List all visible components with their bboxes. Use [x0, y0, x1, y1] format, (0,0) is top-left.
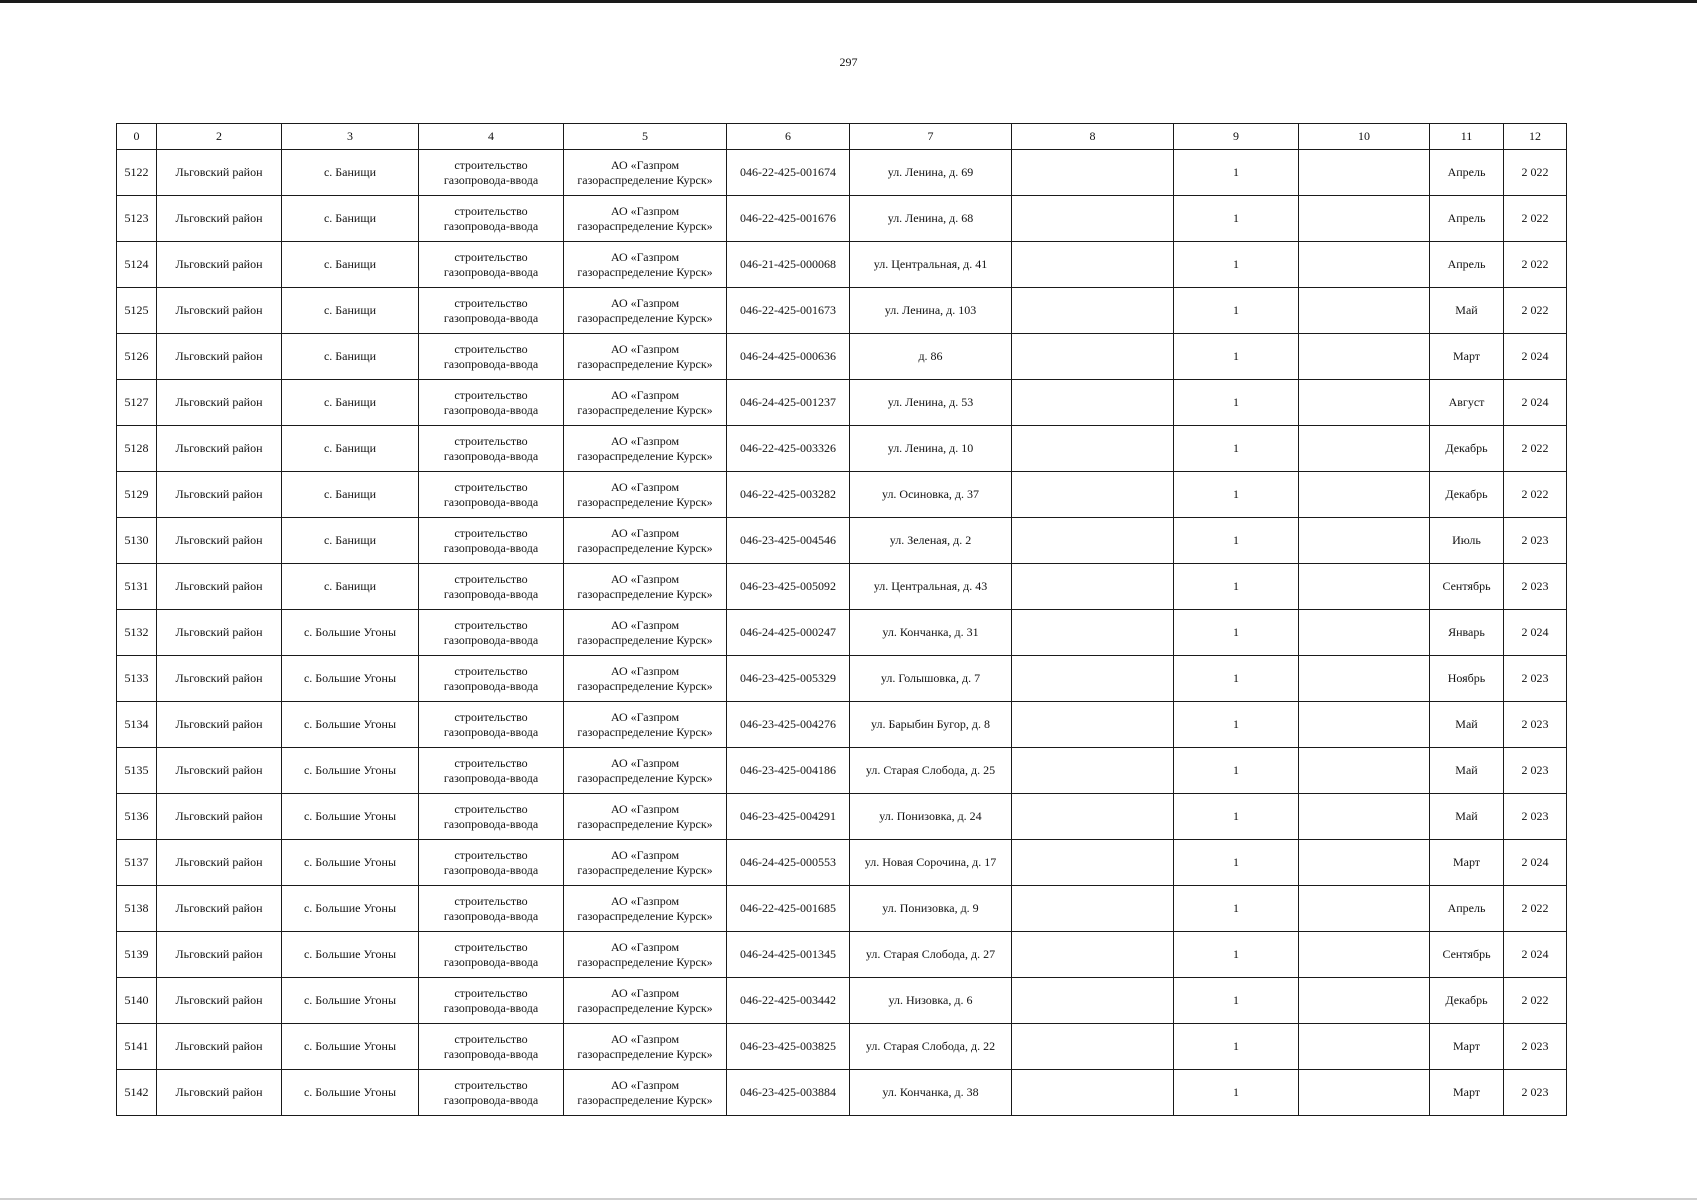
- year-cell: 2 024: [1504, 334, 1567, 380]
- object-code-cell: 046-23-425-004291: [727, 794, 850, 840]
- table-row: [117, 610, 1567, 656]
- column-10-cell: [1299, 472, 1430, 518]
- month-cell: Сентябрь: [1430, 564, 1504, 610]
- object-code-cell: 046-24-425-000636: [727, 334, 850, 380]
- year-cell: 2 023: [1504, 564, 1567, 610]
- table-row: [117, 150, 1567, 196]
- column-10-cell: [1299, 1070, 1430, 1116]
- page-number: 297: [839, 55, 858, 69]
- row-number-cell: 5133: [117, 656, 157, 702]
- object-code-cell: 046-22-425-003442: [727, 978, 850, 1024]
- district-cell: Льговский район: [157, 794, 282, 840]
- address-cell: ул. Ленина, д. 53: [850, 380, 1012, 426]
- column-8-cell: [1012, 150, 1174, 196]
- object-code-cell: 046-22-425-001673: [727, 288, 850, 334]
- organization-cell: АО «Газпром газораспределение Курск»: [564, 242, 727, 288]
- work-type-cell: строительство газопровода-ввода: [419, 748, 564, 794]
- settlement-cell: с. Банищи: [282, 518, 419, 564]
- count-cell: 1: [1174, 1070, 1299, 1116]
- organization-cell: АО «Газпром газораспределение Курск»: [564, 518, 727, 564]
- object-code-cell: 046-22-425-001685: [727, 886, 850, 932]
- settlement-cell: с. Большие Угоны: [282, 610, 419, 656]
- table-row: [117, 242, 1567, 288]
- column-8-cell: [1012, 564, 1174, 610]
- row-number-cell: 5137: [117, 840, 157, 886]
- organization-cell: АО «Газпром газораспределение Курск»: [564, 932, 727, 978]
- organization-cell: АО «Газпром газораспределение Курск»: [564, 610, 727, 656]
- month-cell: Март: [1430, 334, 1504, 380]
- month-cell: Август: [1430, 380, 1504, 426]
- district-cell: Льговский район: [157, 932, 282, 978]
- settlement-cell: с. Банищи: [282, 334, 419, 380]
- row-number-cell: 5130: [117, 518, 157, 564]
- work-type-cell: строительство газопровода-ввода: [419, 472, 564, 518]
- table-row: [117, 288, 1567, 334]
- gas-connection-register-table: [116, 123, 1567, 1116]
- month-cell: Январь: [1430, 610, 1504, 656]
- year-cell: 2 023: [1504, 656, 1567, 702]
- column-8-cell: [1012, 978, 1174, 1024]
- work-type-cell: строительство газопровода-ввода: [419, 380, 564, 426]
- column-10-cell: [1299, 932, 1430, 978]
- district-cell: Льговский район: [157, 334, 282, 380]
- table-row: [117, 196, 1567, 242]
- month-cell: Декабрь: [1430, 472, 1504, 518]
- column-10-cell: [1299, 610, 1430, 656]
- column-header: 12: [1504, 124, 1567, 150]
- column-10-cell: [1299, 886, 1430, 932]
- district-cell: Льговский район: [157, 196, 282, 242]
- count-cell: 1: [1174, 426, 1299, 472]
- organization-cell: АО «Газпром газораспределение Курск»: [564, 1070, 727, 1116]
- table-row: [117, 840, 1567, 886]
- year-cell: 2 022: [1504, 150, 1567, 196]
- column-number-header-row: [117, 124, 1567, 150]
- month-cell: Май: [1430, 794, 1504, 840]
- column-8-cell: [1012, 334, 1174, 380]
- month-cell: Март: [1430, 1024, 1504, 1070]
- column-10-cell: [1299, 426, 1430, 472]
- table-row: [117, 702, 1567, 748]
- district-cell: Льговский район: [157, 472, 282, 518]
- register-rows: [117, 150, 1567, 1116]
- settlement-cell: с. Банищи: [282, 380, 419, 426]
- row-number-cell: 5122: [117, 150, 157, 196]
- settlement-cell: с. Большие Угоны: [282, 702, 419, 748]
- row-number-cell: 5142: [117, 1070, 157, 1116]
- count-cell: 1: [1174, 840, 1299, 886]
- address-cell: ул. Понизовка, д. 24: [850, 794, 1012, 840]
- organization-cell: АО «Газпром газораспределение Курск»: [564, 1024, 727, 1070]
- column-header: 10: [1299, 124, 1430, 150]
- organization-cell: АО «Газпром газораспределение Курск»: [564, 978, 727, 1024]
- district-cell: Льговский район: [157, 380, 282, 426]
- address-cell: ул. Кончанка, д. 38: [850, 1070, 1012, 1116]
- table-row: [117, 380, 1567, 426]
- organization-cell: АО «Газпром газораспределение Курск»: [564, 748, 727, 794]
- year-cell: 2 024: [1504, 610, 1567, 656]
- column-8-cell: [1012, 242, 1174, 288]
- object-code-cell: 046-23-425-003884: [727, 1070, 850, 1116]
- row-number-cell: 5127: [117, 380, 157, 426]
- column-header: 11: [1430, 124, 1504, 150]
- year-cell: 2 022: [1504, 288, 1567, 334]
- table-row: [117, 334, 1567, 380]
- organization-cell: АО «Газпром газораспределение Курск»: [564, 656, 727, 702]
- year-cell: 2 022: [1504, 472, 1567, 518]
- column-10-cell: [1299, 656, 1430, 702]
- settlement-cell: с. Банищи: [282, 196, 419, 242]
- count-cell: 1: [1174, 1024, 1299, 1070]
- month-cell: Декабрь: [1430, 426, 1504, 472]
- address-cell: ул. Ленина, д. 69: [850, 150, 1012, 196]
- count-cell: 1: [1174, 932, 1299, 978]
- row-number-cell: 5138: [117, 886, 157, 932]
- row-number-cell: 5134: [117, 702, 157, 748]
- count-cell: 1: [1174, 978, 1299, 1024]
- settlement-cell: с. Большие Угоны: [282, 794, 419, 840]
- district-cell: Льговский район: [157, 518, 282, 564]
- work-type-cell: строительство газопровода-ввода: [419, 564, 564, 610]
- year-cell: 2 022: [1504, 978, 1567, 1024]
- address-cell: ул. Центральная, д. 41: [850, 242, 1012, 288]
- column-header: 4: [419, 124, 564, 150]
- settlement-cell: с. Большие Угоны: [282, 978, 419, 1024]
- month-cell: Март: [1430, 1070, 1504, 1116]
- column-8-cell: [1012, 518, 1174, 564]
- work-type-cell: строительство газопровода-ввода: [419, 518, 564, 564]
- district-cell: Льговский район: [157, 150, 282, 196]
- organization-cell: АО «Газпром газораспределение Курск»: [564, 564, 727, 610]
- settlement-cell: с. Банищи: [282, 564, 419, 610]
- object-code-cell: 046-22-425-003326: [727, 426, 850, 472]
- object-code-cell: 046-22-425-001674: [727, 150, 850, 196]
- column-10-cell: [1299, 794, 1430, 840]
- table-row: [117, 518, 1567, 564]
- address-cell: ул. Барыбин Бугор, д. 8: [850, 702, 1012, 748]
- column-10-cell: [1299, 564, 1430, 610]
- row-number-cell: 5129: [117, 472, 157, 518]
- year-cell: 2 023: [1504, 1070, 1567, 1116]
- row-number-cell: 5131: [117, 564, 157, 610]
- table-row: [117, 1070, 1567, 1116]
- settlement-cell: с. Большие Угоны: [282, 840, 419, 886]
- count-cell: 1: [1174, 472, 1299, 518]
- work-type-cell: строительство газопровода-ввода: [419, 150, 564, 196]
- count-cell: 1: [1174, 288, 1299, 334]
- column-8-cell: [1012, 840, 1174, 886]
- object-code-cell: 046-23-425-004276: [727, 702, 850, 748]
- column-header: 7: [850, 124, 1012, 150]
- object-code-cell: 046-23-425-005092: [727, 564, 850, 610]
- year-cell: 2 024: [1504, 380, 1567, 426]
- count-cell: 1: [1174, 334, 1299, 380]
- settlement-cell: с. Большие Угоны: [282, 932, 419, 978]
- row-number-cell: 5139: [117, 932, 157, 978]
- count-cell: 1: [1174, 610, 1299, 656]
- column-8-cell: [1012, 1070, 1174, 1116]
- table-row: [117, 978, 1567, 1024]
- month-cell: Апрель: [1430, 886, 1504, 932]
- organization-cell: АО «Газпром газораспределение Курск»: [564, 840, 727, 886]
- organization-cell: АО «Газпром газораспределение Курск»: [564, 196, 727, 242]
- column-10-cell: [1299, 242, 1430, 288]
- object-code-cell: 046-22-425-003282: [727, 472, 850, 518]
- address-cell: ул. Центральная, д. 43: [850, 564, 1012, 610]
- object-code-cell: 046-22-425-001676: [727, 196, 850, 242]
- settlement-cell: с. Банищи: [282, 426, 419, 472]
- table-row: [117, 748, 1567, 794]
- column-header: 2: [157, 124, 282, 150]
- table-row: [117, 564, 1567, 610]
- column-header: 9: [1174, 124, 1299, 150]
- column-8-cell: [1012, 288, 1174, 334]
- organization-cell: АО «Газпром газораспределение Курск»: [564, 288, 727, 334]
- object-code-cell: 046-24-425-000553: [727, 840, 850, 886]
- settlement-cell: с. Большие Угоны: [282, 1024, 419, 1070]
- address-cell: ул. Ленина, д. 10: [850, 426, 1012, 472]
- row-number-cell: 5126: [117, 334, 157, 380]
- row-number-cell: 5123: [117, 196, 157, 242]
- work-type-cell: строительство газопровода-ввода: [419, 794, 564, 840]
- table-row: [117, 426, 1567, 472]
- row-number-cell: 5141: [117, 1024, 157, 1070]
- address-cell: ул. Кончанка, д. 31: [850, 610, 1012, 656]
- table-row: [117, 932, 1567, 978]
- address-cell: д. 86: [850, 334, 1012, 380]
- row-number-cell: 5140: [117, 978, 157, 1024]
- district-cell: Льговский район: [157, 748, 282, 794]
- work-type-cell: строительство газопровода-ввода: [419, 978, 564, 1024]
- table-row: [117, 1024, 1567, 1070]
- count-cell: 1: [1174, 196, 1299, 242]
- settlement-cell: с. Большие Угоны: [282, 656, 419, 702]
- organization-cell: АО «Газпром газораспределение Курск»: [564, 426, 727, 472]
- year-cell: 2 023: [1504, 702, 1567, 748]
- work-type-cell: строительство газопровода-ввода: [419, 1070, 564, 1116]
- district-cell: Льговский район: [157, 242, 282, 288]
- column-10-cell: [1299, 840, 1430, 886]
- year-cell: 2 022: [1504, 426, 1567, 472]
- column-10-cell: [1299, 978, 1430, 1024]
- month-cell: Май: [1430, 702, 1504, 748]
- object-code-cell: 046-23-425-003825: [727, 1024, 850, 1070]
- count-cell: 1: [1174, 564, 1299, 610]
- address-cell: ул. Ленина, д. 103: [850, 288, 1012, 334]
- year-cell: 2 024: [1504, 932, 1567, 978]
- address-cell: ул. Осиновка, д. 37: [850, 472, 1012, 518]
- column-10-cell: [1299, 380, 1430, 426]
- count-cell: 1: [1174, 518, 1299, 564]
- address-cell: ул. Голышовка, д. 7: [850, 656, 1012, 702]
- work-type-cell: строительство газопровода-ввода: [419, 886, 564, 932]
- object-code-cell: 046-21-425-000068: [727, 242, 850, 288]
- column-header: 8: [1012, 124, 1174, 150]
- column-8-cell: [1012, 932, 1174, 978]
- year-cell: 2 024: [1504, 840, 1567, 886]
- object-code-cell: 046-24-425-001345: [727, 932, 850, 978]
- work-type-cell: строительство газопровода-ввода: [419, 656, 564, 702]
- column-8-cell: [1012, 610, 1174, 656]
- address-cell: ул. Ленина, д. 68: [850, 196, 1012, 242]
- column-header: 6: [727, 124, 850, 150]
- count-cell: 1: [1174, 242, 1299, 288]
- settlement-cell: с. Банищи: [282, 472, 419, 518]
- district-cell: Льговский район: [157, 702, 282, 748]
- settlement-cell: с. Большие Угоны: [282, 1070, 419, 1116]
- month-cell: Апрель: [1430, 150, 1504, 196]
- count-cell: 1: [1174, 702, 1299, 748]
- year-cell: 2 023: [1504, 518, 1567, 564]
- row-number-cell: 5124: [117, 242, 157, 288]
- month-cell: Декабрь: [1430, 978, 1504, 1024]
- address-cell: ул. Низовка, д. 6: [850, 978, 1012, 1024]
- column-8-cell: [1012, 472, 1174, 518]
- count-cell: 1: [1174, 656, 1299, 702]
- column-10-cell: [1299, 702, 1430, 748]
- column-10-cell: [1299, 288, 1430, 334]
- settlement-cell: с. Банищи: [282, 150, 419, 196]
- column-8-cell: [1012, 380, 1174, 426]
- column-8-cell: [1012, 426, 1174, 472]
- column-10-cell: [1299, 1024, 1430, 1070]
- column-8-cell: [1012, 196, 1174, 242]
- work-type-cell: строительство газопровода-ввода: [419, 840, 564, 886]
- column-8-cell: [1012, 702, 1174, 748]
- year-cell: 2 023: [1504, 1024, 1567, 1070]
- column-8-cell: [1012, 656, 1174, 702]
- work-type-cell: строительство газопровода-ввода: [419, 334, 564, 380]
- column-8-cell: [1012, 1024, 1174, 1070]
- table-row: [117, 794, 1567, 840]
- year-cell: 2 023: [1504, 748, 1567, 794]
- count-cell: 1: [1174, 748, 1299, 794]
- month-cell: Май: [1430, 748, 1504, 794]
- count-cell: 1: [1174, 794, 1299, 840]
- organization-cell: АО «Газпром газораспределение Курск»: [564, 794, 727, 840]
- organization-cell: АО «Газпром газораспределение Курск»: [564, 886, 727, 932]
- organization-cell: АО «Газпром газораспределение Курск»: [564, 702, 727, 748]
- address-cell: ул. Старая Слобода, д. 22: [850, 1024, 1012, 1070]
- work-type-cell: строительство газопровода-ввода: [419, 242, 564, 288]
- work-type-cell: строительство газопровода-ввода: [419, 196, 564, 242]
- settlement-cell: с. Банищи: [282, 288, 419, 334]
- work-type-cell: строительство газопровода-ввода: [419, 610, 564, 656]
- row-number-cell: 5128: [117, 426, 157, 472]
- district-cell: Льговский район: [157, 1024, 282, 1070]
- column-8-cell: [1012, 748, 1174, 794]
- column-10-cell: [1299, 748, 1430, 794]
- settlement-cell: с. Большие Угоны: [282, 886, 419, 932]
- organization-cell: АО «Газпром газораспределение Курск»: [564, 380, 727, 426]
- district-cell: Льговский район: [157, 656, 282, 702]
- district-cell: Льговский район: [157, 564, 282, 610]
- district-cell: Льговский район: [157, 1070, 282, 1116]
- organization-cell: АО «Газпром газораспределение Курск»: [564, 150, 727, 196]
- row-number-cell: 5136: [117, 794, 157, 840]
- count-cell: 1: [1174, 150, 1299, 196]
- count-cell: 1: [1174, 886, 1299, 932]
- month-cell: Ноябрь: [1430, 656, 1504, 702]
- address-cell: ул. Старая Слобода, д. 27: [850, 932, 1012, 978]
- district-cell: Льговский район: [157, 288, 282, 334]
- work-type-cell: строительство газопровода-ввода: [419, 1024, 564, 1070]
- object-code-cell: 046-23-425-004546: [727, 518, 850, 564]
- work-type-cell: строительство газопровода-ввода: [419, 426, 564, 472]
- address-cell: ул. Понизовка, д. 9: [850, 886, 1012, 932]
- year-cell: 2 022: [1504, 242, 1567, 288]
- district-cell: Льговский район: [157, 886, 282, 932]
- address-cell: ул. Старая Слобода, д. 25: [850, 748, 1012, 794]
- month-cell: Май: [1430, 288, 1504, 334]
- object-code-cell: 046-23-425-005329: [727, 656, 850, 702]
- district-cell: Льговский район: [157, 426, 282, 472]
- table-row: [117, 656, 1567, 702]
- work-type-cell: строительство газопровода-ввода: [419, 932, 564, 978]
- address-cell: ул. Зеленая, д. 2: [850, 518, 1012, 564]
- column-8-cell: [1012, 886, 1174, 932]
- month-cell: Сентябрь: [1430, 932, 1504, 978]
- district-cell: Льговский район: [157, 978, 282, 1024]
- month-cell: Апрель: [1430, 242, 1504, 288]
- column-header: 3: [282, 124, 419, 150]
- district-cell: Льговский район: [157, 610, 282, 656]
- table-row: [117, 472, 1567, 518]
- month-cell: Март: [1430, 840, 1504, 886]
- month-cell: Июль: [1430, 518, 1504, 564]
- row-number-cell: 5132: [117, 610, 157, 656]
- count-cell: 1: [1174, 380, 1299, 426]
- row-number-cell: 5135: [117, 748, 157, 794]
- column-8-cell: [1012, 794, 1174, 840]
- column-10-cell: [1299, 334, 1430, 380]
- year-cell: 2 022: [1504, 886, 1567, 932]
- column-10-cell: [1299, 196, 1430, 242]
- work-type-cell: строительство газопровода-ввода: [419, 702, 564, 748]
- year-cell: 2 022: [1504, 196, 1567, 242]
- column-10-cell: [1299, 518, 1430, 564]
- district-cell: Льговский район: [157, 840, 282, 886]
- column-10-cell: [1299, 150, 1430, 196]
- scan-top-edge: [0, 0, 1697, 3]
- object-code-cell: 046-23-425-004186: [727, 748, 850, 794]
- year-cell: 2 023: [1504, 794, 1567, 840]
- column-header: 0: [117, 124, 157, 150]
- settlement-cell: с. Банищи: [282, 242, 419, 288]
- table-row: [117, 886, 1567, 932]
- work-type-cell: строительство газопровода-ввода: [419, 288, 564, 334]
- address-cell: ул. Новая Сорочина, д. 17: [850, 840, 1012, 886]
- object-code-cell: 046-24-425-001237: [727, 380, 850, 426]
- row-number-cell: 5125: [117, 288, 157, 334]
- organization-cell: АО «Газпром газораспределение Курск»: [564, 334, 727, 380]
- settlement-cell: с. Большие Угоны: [282, 748, 419, 794]
- column-header: 5: [564, 124, 727, 150]
- organization-cell: АО «Газпром газораспределение Курск»: [564, 472, 727, 518]
- object-code-cell: 046-24-425-000247: [727, 610, 850, 656]
- month-cell: Апрель: [1430, 196, 1504, 242]
